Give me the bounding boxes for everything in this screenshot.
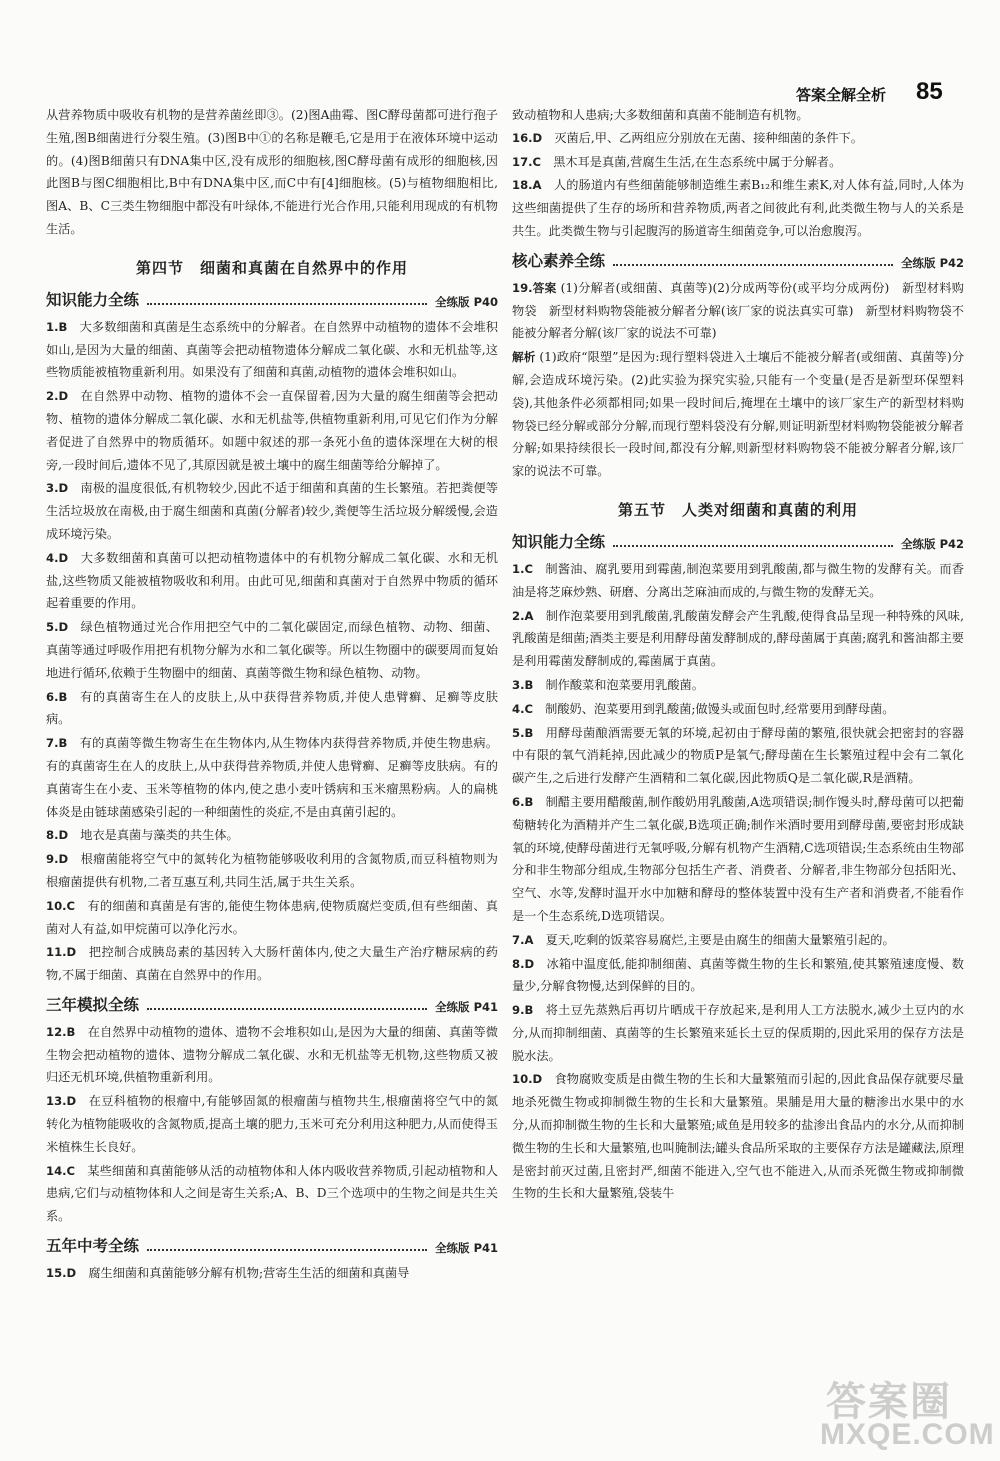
answer-item [46, 848, 498, 894]
answer-list [46, 1262, 498, 1285]
answer-item [46, 895, 498, 941]
left-column [46, 104, 498, 1286]
subsection-name: 知识能力全练 [46, 290, 140, 309]
answer-number: 16.D [512, 130, 543, 145]
answer-number: 8.D [512, 956, 535, 971]
answer-text: 人的肠道内有些细菌能够制造维生素B₁₂和维生素K,对人体有益,同时,人体为这些细菌提供了生存的场所和营养物质,两者之间彼此有利,此类微生物与人的关系是共生。此类微生物与引起腹泻的肠道寄生细菌竞争,可以治愈腹泻。 [512, 178, 964, 238]
answer-item [46, 941, 498, 987]
answer-item [46, 316, 498, 384]
answer-number: 7.B [46, 736, 68, 751]
answer-text: 黑木耳是真菌,营腐生生活,在生态系统中属于分解者。 [553, 154, 842, 169]
answer-list [46, 316, 498, 987]
explanation-label: 解析 [512, 350, 536, 365]
answer-text: 地衣是真菌与藻类的共生体。 [80, 828, 239, 843]
answer-list [512, 558, 964, 1205]
answer-text: 根瘤菌能将空气中的氮转化为植物能够吸收利用的含氮物质,而豆科植物则为根瘤菌提供有机物,二者互惠互利,共同生活,属于共生关系。 [46, 852, 498, 889]
answer-number: 12.B [46, 1024, 76, 1039]
answer-text: 在豆科植物的根瘤中,有能够固氮的根瘤菌与植物共生,根瘤菌将空气中的氮转化为植物能吸收的含氮物质,提高土壤的肥力,玉米可充分利用这种肥力,从而使得玉米植株生长良好。 [46, 1094, 498, 1154]
subsection-ref: 全练版 P41 [435, 1241, 498, 1256]
subsection-ref: 全练版 P41 [435, 999, 498, 1014]
answer-item [46, 1021, 498, 1089]
answer-item [512, 929, 964, 952]
dotted-leader [147, 303, 427, 305]
answer-item [512, 953, 964, 999]
answer-number: 13.D [46, 1094, 77, 1109]
section-5-title: 第五节 人类对细菌和真菌的利用 [617, 500, 858, 519]
subsection-name: 五年中考全练 [46, 1237, 140, 1256]
q19-answer [512, 277, 964, 345]
answer-item [512, 127, 964, 150]
header-title: 答案全解全析 [796, 86, 887, 104]
answer-number: 15.D [46, 1266, 77, 1281]
answer-number: 5.B [512, 725, 534, 740]
answer-item [512, 558, 964, 604]
subsection-header [46, 1234, 498, 1256]
answer-number: 10.C [46, 898, 76, 913]
answer-item [46, 732, 498, 823]
answer-number: 10.D [512, 1072, 543, 1087]
answer-number: 1.B [46, 319, 68, 334]
answer-text: 在自然界中动植物的遗体、遗物不会堆积如山,是因为大量的细菌、真菌等微生物会把动植物的遗体、遗物分解成二氧化碳、水和无机盐等无机物,这些物质又被归还无机环境,供植物重新利用。 [46, 1024, 498, 1085]
answer-text: 制作泡菜要用到乳酸菌,乳酸菌发酵会产生乳酸,使得食品呈现一种特殊的风味,乳酸菌是细菌;酒类主要是利用酵母菌发酵制成的,酵母菌属于真菌;腐乳和酱油都主要是利用霉菌发酵制成的,霉菌属于真菌。 [512, 608, 964, 669]
answer-number: 11.D [46, 945, 77, 960]
answer-text: 制酸奶、泡菜要用到乳酸菌;做馒头或面包时,经常要用到酵母菌。 [545, 701, 895, 716]
q19-number: 19.答案 [512, 280, 557, 295]
answer-item [512, 722, 964, 790]
answer-item [46, 686, 498, 732]
subsection-header [46, 288, 498, 310]
answer-number: 6.B [46, 689, 68, 704]
answer-text: 灭菌后,甲、乙两组应分别放在无菌、接种细菌的条件下。 [554, 130, 863, 145]
answer-number: 1.C [512, 561, 533, 576]
subsection-header [512, 249, 964, 271]
subsection-name: 三年模拟全练 [46, 995, 140, 1014]
answer-text: 用酵母菌酿酒需要无氧的环境,起初由于酵母菌的繁殖,很快就会把密封的容器中有限的氧气消耗掉,因此减少的物质P是氧气;酵母菌在生长繁殖过程中会有二氧化碳产生,之后进行发酵产生酒精和二氧化碳,因此物质Q是二氧化碳,R是酒精。 [512, 725, 964, 786]
answer-number: 5.D [46, 620, 69, 635]
answer-text: 食物腐败变质是由微生物的生长和大量繁殖而引起的,因此食品保存就要尽量地杀死微生物或抑制微生物的生长和大量繁殖。果脯是用大量的糖渗出水果中的水分,从而抑制微生物的生长和大量繁殖;咸鱼是用较多的盐渗出食品内的水分,从而抑制微生物的生长和大量繁殖,也叫腌制法;罐头食品所采取的主要保存方法是罐藏法,原理是密封前灭过菌,且密封严,细菌不能进入,空气也不能进入,从而杀死微生物或抑制微生物的生长和大量繁殖,袋装牛 [512, 1072, 964, 1201]
answer-text: 制作酸菜和泡菜要用乳酸菌。 [545, 677, 704, 692]
answer-number: 3.B [512, 677, 534, 692]
answer-number: 4.C [512, 701, 533, 716]
answer-number: 18.A [512, 178, 542, 193]
answer-item [512, 698, 964, 721]
answer-text: 夏天,吃剩的饭菜容易腐烂,主要是由腐生的细菌大量繁殖引起的。 [545, 932, 895, 947]
answer-item [46, 616, 498, 684]
answer-item [46, 1262, 498, 1285]
answer-number: 6.B [512, 794, 534, 809]
answer-number: 17.C [512, 154, 542, 169]
answer-text: 腐生细菌和真菌能够分解有机物;营寄生生活的细菌和真菌导 [88, 1266, 410, 1281]
q19-answer-text: (1)分解者(或细菌、真菌等)(2)分成两等份(或平均分成两份) 新型材料购物袋 新型材料购物袋能被分解者分解(该厂家的说法真实可靠) 新型材料购物袋不能被分解者分解(该厂家的说法不可靠) [512, 280, 964, 341]
right-column [512, 104, 964, 1206]
answer-text: 有的细菌和真菌是有害的,能使生物体患病,使物质腐烂变质,但有些细菌、真菌对人有益,如甲烷菌可以净化污水。 [46, 898, 498, 936]
answer-text: 将土豆先蒸熟后再切片晒成干存放起来,是利用人工方法脱水,减少土豆内的水分,从而抑制细菌、真菌等的生长繁殖来延长土豆的保质期的,因此采用的保存方法是脱水法。 [512, 1003, 964, 1063]
answer-item [512, 674, 964, 697]
answer-item [512, 791, 964, 928]
answer-number: 4.D [46, 550, 69, 565]
answer-item [512, 174, 964, 242]
answer-item [46, 1160, 498, 1228]
subsection-ref: 全练版 P42 [901, 536, 964, 551]
dotted-leader [613, 264, 893, 266]
answer-item [512, 1068, 964, 1205]
dotted-leader [147, 1249, 427, 1251]
answer-text: 制醋主要用醋酸菌,制作酸奶用乳酸菌,A选项错误;制作馒头时,酵母菌可以把葡萄糖转化为酒精并产生二氧化碳,B选项正确;制作米酒时要用到酵母菌,要密封形成缺氧的环境,使酵母菌进行无氧呼吸,分解有机物产生酒精,C选项错误;生态系统由生物部分和非生物部分组成,生物部分包括生产者、消费者、分解者,非生物部分包括阳光、空气、水等,发酵时温开水中加糖和酵母的整体装置中没有生产者和消费者,不能看作是一个生态系统,D选项错误。 [512, 794, 964, 923]
answer-number: 2.A [512, 608, 534, 623]
answer-text: 冰箱中温度低,能抑制细菌、真菌等微生物的生长和繁殖,使其繁殖速度慢、数量少,分解食物慢,达到保鲜的目的。 [512, 956, 964, 994]
subsection-ref: 全练版 P42 [901, 255, 964, 270]
answer-text: 在自然界中动物、植物的遗体不会一直保留着,因为大量的腐生细菌等会把动物、植物的遗体分解成二氧化碳、水和无机盐等,供植物重新利用,可见它们作为分解者促进了自然界中的物质循环。如题中叙述的那一条死小鱼的遗体深埋在大树的根旁,一段时间后,遗体不见了,其原因就是被土壤中的腐生细菌等给分解掉了。 [46, 389, 498, 472]
section-4-title: 第四节 细菌和真菌在自然界中的作用 [135, 258, 408, 277]
subsection-name: 知识能力全练 [512, 532, 606, 551]
answer-number: 9.B [512, 1003, 534, 1018]
answer-item [46, 824, 498, 847]
answer-item [46, 385, 498, 476]
q19-explanation-text: (1)政府“限塑”是因为:现行塑料袋进入土壤后不能被分解者(或细菌、真菌等)分解,会造成环境污染。(2)此实验为探究实验,只能有一个变量(是否是新型环保塑料袋),其他条件必须都相同;如果一段时间后,掩埋在土壤中的该厂家生产的新型材料购物袋已经分解或部分分解,而现行塑料袋没有分解,则证明新型材料购物袋能被分解者分解;如果持续很长一段时间,都没有分解,则新型材料购物袋不能被分解者分解,该厂家的说法不可靠。 [512, 350, 965, 479]
subsection-header [46, 993, 498, 1015]
answer-text: 大多数细菌和真菌是生态系统中的分解者。在自然界中动植物的遗体不会堆积如山,是因为大量的细菌、真菌等会把动植物遗体分解成二氧化碳、水和无机盐等,这些物质能被植物重新利用。如果没有了细菌和真菌,动植物的遗体会堆积如山。 [46, 319, 498, 380]
answer-text: 大多数细菌和真菌可以把动植物遗体中的有机物分解成二氧化碳、水和无机盐,这些物质又能被植物吸收和利用。由此可见,细菌和真菌对于自然界中物质的循环起着重要的作用。 [46, 550, 498, 611]
answer-text: 把控制合成胰岛素的基因转入大肠杆菌体内,使之大量生产治疗糖尿病的药物,不属于细菌、真菌在自然界中的作用。 [46, 945, 498, 983]
answer-number: 14.C [46, 1163, 76, 1178]
answer-text: 有的真菌等微生物寄生在生物体内,从生物体内获得营养物质,并使生物患病。有的真菌寄生在人的皮肤上,从中获得营养物质,并使人患臂癣、足癣等皮肤病。有的真菌寄生在小麦、玉米等植物的体内,使之患小麦叶锈病和玉米瘤黑粉病。人的扁桃体炎是由链球菌感染引起的一种细菌性的炎症,不是由真菌引起的。 [46, 736, 498, 819]
answer-item [512, 151, 964, 174]
watermark-url: MXQE.COM [820, 1418, 995, 1451]
answer-list [512, 127, 964, 243]
subsection-name: 核心素养全练 [512, 251, 606, 270]
dotted-leader [147, 1008, 427, 1010]
answer-text: 绿色植物通过光合作用把空气中的二氧化碳固定,而绿色植物、动物、细菌、真菌等通过呼吸作用把有机物分解为水和二氧化碳等。所以生物圈中的碳要周而复始地进行循环,依赖于生物圈中的细菌、真菌等微生物和绿色植物、动物。 [46, 620, 498, 680]
answer-item [512, 605, 964, 673]
answer-number: 9.D [46, 852, 69, 867]
answer-item [512, 999, 964, 1067]
q19-explanation [512, 346, 964, 483]
answer-text: 某些细菌和真菌能够从活的动植物体和人体内吸收营养物质,引起动植物和人患病,它们与动植物体和人之间是寄生关系;A、B、D三个选项中的生物之间是共生关系。 [46, 1163, 498, 1224]
dotted-leader [613, 545, 893, 547]
answer-text: 制酱油、腐乳要用到霉菌,制泡菜要用到乳酸菌,都与微生物的发酵有关。而香油是将芝麻炒熟、研磨、分离出芝麻油而成的,与微生物的发酵无关。 [512, 561, 964, 599]
subsection-ref: 全练版 P40 [435, 294, 498, 309]
answer-number: 7.A [512, 932, 534, 947]
answer-item [46, 1090, 498, 1158]
subsection-header [512, 530, 964, 552]
answer-text: 南极的温度很低,有机物较少,因此不适于细菌和真菌的生长繁殖。若把粪便等生活垃圾放在南极,由于腐生细菌和真菌(分解者)较少,粪便等生活垃圾分解缓慢,会造成环境污染。 [46, 481, 498, 541]
answer-number: 2.D [46, 389, 69, 404]
page-number: 85 [916, 78, 943, 105]
answer-text: 有的真菌寄生在人的皮肤上,从中获得营养物质,并使人患臂癣、足癣等皮肤病。 [46, 689, 498, 727]
answer-number: 3.D [46, 481, 69, 496]
watermark-logo: 答案圈 [826, 1379, 952, 1425]
answer-number: 8.D [46, 828, 69, 843]
continued-paragraph: 致动植物和人患病;大多数细菌和真菌不能制造有机物。 [512, 108, 809, 122]
answer-item [46, 547, 498, 615]
answer-item [46, 477, 498, 545]
intro-paragraph: 从营养物质中吸收有机物的是营养菌丝即③。(2)图A曲霉、图C酵母菌都可进行孢子生殖,图B细菌进行分裂生殖。(3)图B中①的名称是鞭毛,它是用于在液体环境中运动的。(4)图B细菌只有DNA集中区,没有成形的细胞核,图C酵母菌有成形的细胞核,因此图B与图C细胞相比,B中有DNA集中区,而C中有[4]细胞核。(5)与植物细胞相比,图A、B、C三类生物细胞中都没有叶绿体,不能进行光合作用,只能利用现成的有机物生活。 [46, 108, 498, 236]
answer-list [46, 1021, 498, 1228]
